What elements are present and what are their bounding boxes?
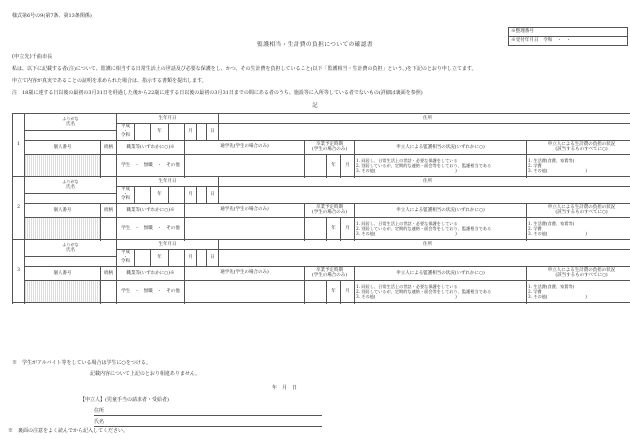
school-input[interactable]: [185, 281, 305, 303]
burden-option-3[interactable]: 3. その他( ): [528, 168, 587, 174]
day-label: 日: [207, 187, 219, 204]
burden-option-3[interactable]: 3. その他( ): [528, 231, 587, 237]
birth-year-input[interactable]: [135, 250, 151, 267]
birth-year-input[interactable]: [135, 124, 151, 141]
grad-month-label: 月: [341, 218, 355, 240]
relationship-header: 続柄: [101, 267, 117, 281]
intro-paragraph: 私は、以下に記載する者(注)について、監護に相当する日常生活上の世話及び必要な保護をし、かつ、その生計費を負担していること(以下「監護相当・生計費の負担」という。)を下記のとおり申し立てます。: [12, 66, 477, 72]
applicant-label: 【申立人】(児童手当の請求者・受給者): [80, 397, 169, 403]
year-label: 年: [151, 124, 169, 141]
id-number-header: 個人番号: [25, 141, 101, 155]
row-number: 2: [13, 177, 25, 240]
school-input[interactable]: [185, 155, 305, 177]
student-note: ※ 学生がアルバイト等をしている場合は学生に○をつける。: [12, 360, 151, 366]
name-input[interactable]: [25, 194, 117, 204]
custody-status-options[interactable]: [355, 281, 527, 303]
day-label: 日: [207, 124, 219, 141]
year-label: 年: [151, 250, 169, 267]
occupation-options[interactable]: 学生 ・ 無職 ・ その他: [117, 155, 185, 177]
birth-month-input[interactable]: [169, 250, 185, 267]
occupation-header: 職業等(いずれかに○)※: [117, 204, 185, 218]
custody-option-1[interactable]: 1. 同居し、日常生活上の世話・必要な保護をしている: [356, 157, 458, 163]
burden-option-2[interactable]: 2. 学費: [528, 162, 542, 168]
applicant-name-field[interactable]: 氏名: [94, 420, 322, 427]
relationship-header: 続柄: [101, 141, 117, 155]
row-number: 1: [13, 114, 25, 177]
eligibility-note: 注 18歳に達する日以後の最初の3月31日を経過した後から22歳に達する日以後の最初の3月31日までの間にある者のうち、施設等に入所等している者でないもの(詳細は裏面を参照): [12, 90, 423, 96]
year-label: 年: [151, 187, 169, 204]
name-cell[interactable]: [25, 177, 117, 194]
custody-status-header: 申立人による監護相当の状況(いずれかに○): [355, 141, 527, 155]
row-number: 3: [13, 240, 25, 303]
furigana-label: ふりがな: [62, 116, 79, 122]
custody-option-2[interactable]: 2. 別居しているが、定期的な連絡・面会等をしており、監護相当である: [356, 288, 492, 294]
birth-year-input[interactable]: [135, 187, 151, 204]
birthdate-header: 生年月日: [117, 240, 219, 250]
occupation-options[interactable]: 学生 ・ 無職 ・ その他: [117, 218, 185, 240]
month-label: 月: [185, 187, 197, 204]
custody-option-1[interactable]: 1. 同居し、日常生活上の世話・必要な保護をしている: [356, 283, 458, 289]
grad-blank-input[interactable]: [305, 281, 327, 303]
school-header: 通学先(学生の場合のみ): [185, 204, 305, 218]
name-input[interactable]: [25, 257, 117, 267]
occupation-header: 職業等(いずれかに○)※: [117, 141, 185, 155]
burden-option-2[interactable]: 2. 学費: [528, 225, 542, 231]
school-input[interactable]: [185, 218, 305, 240]
cost-burden-options[interactable]: [527, 281, 630, 303]
office-received-date-label: ※受付年月日: [511, 38, 539, 43]
id-number-header: 個人番号: [25, 204, 101, 218]
id-number-input[interactable]: [25, 218, 101, 240]
custody-status-header: 申立人による監護相当の状況(いずれかに○): [355, 204, 527, 218]
birth-day-input[interactable]: [197, 124, 207, 141]
burden-option-2[interactable]: 2. 学費: [528, 288, 542, 294]
day-label: 日: [207, 250, 219, 267]
read-back-note: ※ 裏面の注意をよく読んでから記入してください。: [8, 428, 129, 434]
occupation-options[interactable]: 学生 ・ 無職 ・ その他: [117, 281, 185, 303]
custody-option-3[interactable]: 3. その他( ): [356, 231, 457, 237]
address-header: 住所: [219, 177, 630, 187]
furigana-label: ふりがな: [62, 179, 79, 185]
name-label: 氏名: [66, 121, 75, 127]
birthdate-header: 生年月日: [117, 114, 219, 124]
cost-burden-header: 申立人による生計費の負担の状況 (該当するものすべてに○): [527, 267, 630, 281]
birthdate-header: 生年月日: [117, 177, 219, 187]
custody-option-3[interactable]: 3. その他( ): [356, 168, 457, 174]
id-number-header: 個人番号: [25, 267, 101, 281]
school-header: 通学先(学生の場合のみ): [185, 267, 305, 281]
grad-year-label: 年: [327, 281, 341, 303]
name-input[interactable]: [25, 131, 117, 141]
era-selector[interactable]: 平成 ・ 令和: [117, 187, 135, 204]
custody-status-options[interactable]: [355, 218, 527, 240]
address-input[interactable]: [219, 250, 630, 267]
burden-option-3[interactable]: 3. その他( ): [528, 294, 587, 300]
custody-option-1[interactable]: 1. 同居し、日常生活上の世話・必要な保護をしている: [356, 220, 458, 226]
grad-year-label: 年: [327, 155, 341, 177]
month-label: 月: [185, 124, 197, 141]
grad-blank-input[interactable]: [305, 155, 327, 177]
name-cell[interactable]: [25, 114, 117, 131]
children-table-body: [13, 114, 630, 303]
month-label: 月: [185, 250, 197, 267]
custody-status-options[interactable]: [355, 155, 527, 177]
name-label: 氏名: [66, 184, 75, 190]
custody-option-2[interactable]: 2. 別居しているが、定期的な連絡・面会等をしており、監護相当である: [356, 162, 492, 168]
applicant-address-field[interactable]: 住所: [94, 409, 322, 416]
occupation-header: 職業等(いずれかに○)※: [117, 267, 185, 281]
custody-status-header: 申立人による監護相当の状況(いずれかに○): [355, 267, 527, 281]
cost-burden-header: 申立人による生計費の負担の状況 (該当するものすべてに○): [527, 204, 630, 218]
burden-option-1[interactable]: 1. 生活費(食費、家賃等): [528, 220, 575, 226]
address-header: 住所: [219, 240, 630, 250]
grad-month-label: 月: [341, 155, 355, 177]
custody-option-3[interactable]: 3. その他( ): [356, 294, 457, 300]
birth-day-input[interactable]: [197, 250, 207, 267]
era-selector[interactable]: 平成 ・ 令和: [117, 124, 135, 141]
address-input[interactable]: [219, 124, 630, 141]
children-table: [12, 113, 630, 303]
era-selector[interactable]: 平成 ・ 令和: [117, 250, 135, 267]
id-number-input[interactable]: [25, 155, 101, 177]
document-title: 監護相当・生計費の負担についての確認書: [257, 42, 373, 48]
office-reference-number: ※整理番号: [509, 28, 627, 37]
date-line[interactable]: 年 月 日: [272, 385, 298, 391]
addressee: (申立先)千曲市長: [12, 54, 53, 60]
id-number-input[interactable]: [25, 281, 101, 303]
grad-year-label: 年: [327, 218, 341, 240]
grad-month-label: 月: [341, 281, 355, 303]
address-header: 住所: [219, 114, 630, 124]
graduation-header: 卒業予定時期 (学生の場合のみ): [305, 204, 355, 218]
name-cell[interactable]: [25, 240, 117, 257]
school-header: 通学先(学生の場合のみ): [185, 141, 305, 155]
graduation-header: 卒業予定時期 (学生の場合のみ): [305, 267, 355, 281]
intro-paragraph-2: 申立て内容が真実であることの証明を求められた場合は、指示する書類を提出します。: [12, 78, 207, 84]
address-input[interactable]: [219, 187, 630, 204]
cost-burden-options[interactable]: [527, 218, 630, 240]
form-number: 様式第6号の9(第7条、第13条関係): [12, 13, 92, 19]
cost-burden-header: 申立人による生計費の負担の状況 (該当するものすべてに○): [527, 141, 630, 155]
birth-month-input[interactable]: [169, 124, 185, 141]
birth-day-input[interactable]: [197, 187, 207, 204]
relationship-input[interactable]: [101, 155, 117, 177]
custody-option-2[interactable]: 2. 別居しているが、定期的な連絡・面会等をしており、監護相当である: [356, 225, 492, 231]
relationship-input[interactable]: [101, 218, 117, 240]
furigana-label: ふりがな: [62, 242, 79, 248]
grad-blank-input[interactable]: [305, 218, 327, 240]
relationship-input[interactable]: [101, 281, 117, 303]
ki-heading: 記: [312, 103, 318, 109]
graduation-header: 卒業予定時期 (学生の場合のみ): [305, 141, 355, 155]
cost-burden-options[interactable]: [527, 155, 630, 177]
declaration: 記載内容について上記のとおり相違ありません。: [90, 371, 201, 377]
name-label: 氏名: [66, 247, 75, 253]
birth-month-input[interactable]: [169, 187, 185, 204]
office-received-date-value: 令和 ・ ・: [543, 38, 571, 43]
burden-option-1[interactable]: 1. 生活費(食費、家賃等): [528, 283, 575, 289]
relationship-header: 続柄: [101, 204, 117, 218]
burden-option-1[interactable]: 1. 生活費(食費、家賃等): [528, 157, 575, 163]
